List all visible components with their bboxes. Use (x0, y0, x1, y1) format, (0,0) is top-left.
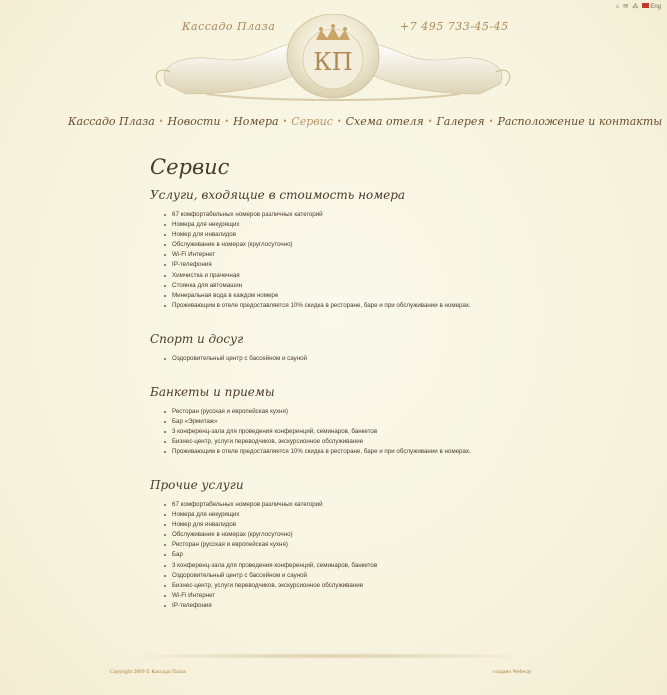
service-list (150, 354, 307, 364)
list-item: Обслуживание в номерах (круглосуточно) (164, 240, 471, 250)
list-item: 67 комфортабельных номеров различных категорий (164, 500, 377, 510)
list-item: Бизнес-центр, услуги переводчиков, экскурсионное обслуживание (164, 581, 377, 591)
list-item: 3 конференц-зала для проведения конференций, семинаров, банкетов (164, 427, 471, 437)
list-item: Проживающим в отеле предоставляется 10% скидка в ресторане, баре и при обслуживании в номерах. (164, 301, 471, 311)
list-item: Номера для некурящих (164, 510, 377, 520)
header (0, 0, 667, 110)
section-title: Банкеты и приемы (150, 385, 275, 399)
section-banquets (150, 385, 471, 457)
list-item: Номер для инвалидов (164, 520, 377, 530)
list-item: 67 комфортабельных номеров различных категорий (164, 210, 471, 220)
list-item: Ресторан (русская и европейская кухня) (164, 407, 471, 417)
nav-service[interactable]: Сервис (291, 114, 333, 128)
footer-divider (120, 653, 540, 659)
nav-separator: • (158, 116, 164, 126)
list-item: IP-телефония (164, 260, 471, 270)
nav-separator: • (427, 116, 433, 126)
brand-name: Кассадо Плаза (182, 20, 276, 33)
flag-icon (642, 3, 649, 8)
section-sport-leisure (150, 332, 307, 364)
service-list (150, 210, 471, 311)
service-list (150, 407, 471, 457)
developer-credit-link[interactable]: создано Webway (493, 669, 532, 675)
nav-kassado-plaza[interactable]: Кассадо Плаза (68, 114, 155, 128)
nav-separator: • (336, 116, 342, 126)
list-item: 3 конференц-зала для проведения конференций, семинаров, банкетов (164, 561, 377, 571)
list-item: Минеральная вода в каждом номере (164, 291, 471, 301)
section-title: Спорт и досуг (150, 332, 244, 346)
nav-hotel-scheme[interactable]: Схема отеля (345, 114, 424, 128)
list-item: IP-телефония (164, 601, 377, 611)
language-switch[interactable]: Eng (642, 3, 661, 10)
list-item: Бизнес-центр, услуги переводчиков, экскурсионное обслуживание (164, 437, 471, 447)
list-item: Ресторан (русская и европейская кухня) (164, 540, 377, 550)
logo-letters: КП (313, 48, 353, 76)
copyright-text: Copyright 2009 © Кассадо Плаза (110, 669, 186, 675)
nav-gallery[interactable]: Галерея (436, 114, 485, 128)
list-item: Оздоровительный центр с бассейном и сауной (164, 571, 377, 581)
list-item: Номера для некурящих (164, 220, 471, 230)
section-other-services (150, 478, 377, 611)
nav-rooms[interactable]: Номера (233, 114, 279, 128)
list-item: Химчистка и прачечная (164, 271, 471, 281)
mail-icon[interactable]: ✉ (623, 4, 629, 10)
section-included-services (150, 188, 471, 311)
page-title: Сервис (150, 155, 230, 179)
list-item: Бар «Эрмитаж» (164, 417, 471, 427)
list-item: Wi-Fi Интернет (164, 250, 471, 260)
nav-separator: • (488, 116, 494, 126)
list-item: Wi-Fi Интернет (164, 591, 377, 601)
nav-news[interactable]: Новости (167, 114, 221, 128)
nav-location-contacts[interactable]: Расположение и контакты (497, 114, 663, 128)
home-icon[interactable]: ⌂ (615, 3, 620, 10)
main-nav (68, 112, 663, 130)
nav-separator: • (282, 116, 288, 126)
section-title: Прочие услуги (150, 478, 244, 492)
list-item: Обслуживание в номерах (круглосуточно) (164, 530, 377, 540)
list-item: Бар (164, 550, 377, 560)
nav-separator: • (224, 116, 230, 126)
sitemap-icon[interactable]: ⁂ (632, 4, 639, 10)
list-item: Оздоровительный центр с бассейном и сауной (164, 354, 307, 364)
list-item: Проживающим в отеле предоставляется 10% скидка в ресторане, баре и при обслуживании в номерах. (164, 447, 471, 457)
list-item: Стоянка для автомашин (164, 281, 471, 291)
main-content (150, 155, 530, 609)
section-title: Услуги, входящие в стоимость номера (150, 188, 406, 202)
top-utility-icons (616, 3, 661, 10)
phone-number: +7 495 733-45-45 (400, 20, 509, 33)
service-list (150, 500, 377, 611)
list-item: Номер для инвалидов (164, 230, 471, 240)
